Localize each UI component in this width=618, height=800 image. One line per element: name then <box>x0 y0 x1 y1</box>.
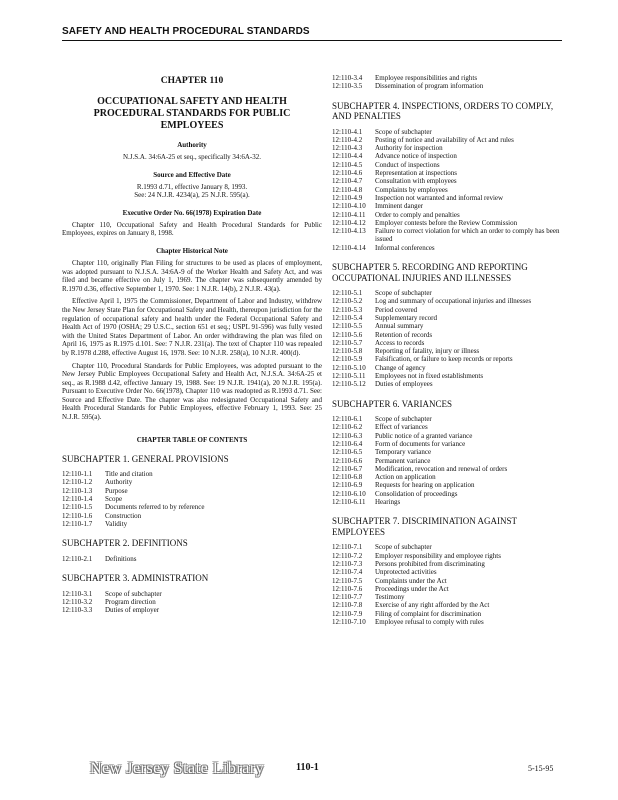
subchapter-heading: SUBCHAPTER 2. DEFINITIONS <box>62 538 188 549</box>
section-number: 12:110-5.11 <box>332 372 366 381</box>
toc-row <box>332 432 507 440</box>
section-number: 12:110-3.1 <box>62 589 93 598</box>
section-number: 12:110-4.6 <box>332 169 363 178</box>
toc-row <box>332 577 501 585</box>
section-number: 12:110-5.2 <box>332 297 363 306</box>
subchapter-heading: SUBCHAPTER 3. ADMINISTRATION <box>62 573 209 584</box>
section-number: 12:110-4.3 <box>332 144 363 153</box>
right-toc <box>332 101 562 627</box>
toc-row <box>332 169 562 177</box>
section-number: 12:110-5.6 <box>332 330 363 339</box>
executive-order-text: Chapter 110, Occupational Safety and Health Procedural Standards for Public Employees, expires on January 8, 1998. <box>62 220 322 238</box>
section-number: 12:110-7.5 <box>332 576 363 585</box>
toc-row <box>332 490 507 498</box>
section-number: 12:110-4.14 <box>332 243 366 252</box>
section-title: Requests for hearing on application <box>375 481 475 490</box>
toc-heading: CHAPTER TABLE OF CONTENTS <box>136 435 248 444</box>
section-title: Order to comply and penalties <box>375 210 460 219</box>
section-title: Authority for inspection <box>375 144 443 153</box>
toc-table <box>62 470 205 528</box>
section-title: Duties of employer <box>105 606 160 615</box>
section-title: Log and summary of occupational injuries and illnesses <box>375 297 532 306</box>
toc-table <box>62 590 162 615</box>
section-title: Conduct of inspections <box>375 160 440 169</box>
toc-table <box>332 289 531 389</box>
toc-table <box>332 543 501 626</box>
section-number: 12:110-2.1 <box>62 554 93 563</box>
toc-row <box>332 74 483 82</box>
section-number: 12:110-7.3 <box>332 559 363 568</box>
toc-row <box>332 186 562 194</box>
section-number: 12:110-6.1 <box>332 415 363 424</box>
section-title: Complaints under the Act <box>375 576 447 585</box>
subchapter-heading: SUBCHAPTER 7. DISCRIMINATION AGAINST EMPLOYEES <box>332 516 517 537</box>
right-column <box>332 74 562 626</box>
section-title: Modification, revocation and renewal of orders <box>375 464 508 473</box>
historical-note-section <box>62 247 322 422</box>
subchapter-heading: SUBCHAPTER 1. GENERAL PROVISIONS <box>62 453 229 464</box>
toc-row <box>332 161 562 169</box>
section-number: 12:110-1.7 <box>62 519 93 528</box>
section-number: 12:110-4.12 <box>332 218 366 227</box>
toc-row <box>332 128 562 136</box>
section-title: Employees not in fixed establishments <box>375 372 484 381</box>
section-title: Testimony <box>375 593 405 602</box>
section-title: Documents referred to by reference <box>105 503 205 512</box>
section-title: Scope of subchapter <box>105 589 162 598</box>
toc-row <box>332 144 562 152</box>
section-title: Form of documents for variance <box>375 440 466 448</box>
section-number: 12:110-7.2 <box>332 551 363 560</box>
section-title: Purpose <box>105 486 128 495</box>
section-title: Scope of subchapter <box>375 415 432 424</box>
toc-row <box>332 227 562 244</box>
section-title: Consultation with employees <box>375 177 457 186</box>
section-number: 12:110-1.5 <box>62 503 93 512</box>
authority-section <box>62 141 322 162</box>
subchapter-heading: SUBCHAPTER 5. RECORDING AND REPORTING OCCUPATIONAL INJURIES AND ILLNESSES <box>332 262 528 283</box>
section-number: 12:110-6.10 <box>332 489 366 498</box>
section-number: 12:110-4.4 <box>332 152 363 161</box>
section-title: Informal conferences <box>375 243 435 252</box>
toc-row <box>62 555 137 563</box>
toc-row <box>62 478 205 486</box>
footer-date: 5-15-95 <box>528 764 554 773</box>
toc-row <box>332 314 531 322</box>
toc-row <box>62 520 205 528</box>
section-title: Employer contests before the Review Commission <box>375 218 518 227</box>
toc-table <box>332 128 562 252</box>
section-title: Program direction <box>105 597 156 606</box>
section-title: Falsification, or failure to keep records or reports <box>375 355 513 364</box>
toc-row <box>332 415 507 423</box>
section-title: Representation at inspections <box>375 169 458 178</box>
section-number: 12:110-7.7 <box>332 593 363 602</box>
section-title: Scope of subchapter <box>375 289 432 298</box>
toc-row <box>332 355 531 363</box>
toc-row <box>332 152 562 160</box>
toc-row <box>332 457 507 465</box>
toc-row <box>332 380 531 388</box>
section-number: 12:110-4.7 <box>332 177 363 186</box>
section-title: Construction <box>105 511 142 520</box>
section-number: 12:110-7.6 <box>332 584 363 593</box>
section-title: Permanent variance <box>375 456 431 465</box>
toc-row <box>62 487 205 495</box>
section-title: Definitions <box>105 554 137 563</box>
section-title: Inspection not warranted and informal review <box>375 193 504 202</box>
section-number: 12:110-4.1 <box>332 127 363 136</box>
toc-row <box>332 244 562 252</box>
left-column <box>62 76 322 614</box>
toc-row <box>62 590 162 598</box>
toc-row <box>332 610 501 618</box>
toc-row <box>332 211 562 219</box>
executive-order-heading: Executive Order No. 66(1978) Expiration Date <box>122 208 262 217</box>
section-number: 12:110-5.5 <box>332 322 363 331</box>
toc-row <box>332 372 531 380</box>
section-title: Title and citation <box>105 470 153 479</box>
section-number: 12:110-6.11 <box>332 498 366 507</box>
section-title: Proceedings under the Act <box>375 584 449 593</box>
section-title: Persons prohibited from discriminating <box>375 559 485 568</box>
toc-row <box>332 331 531 339</box>
toc-row <box>62 495 205 503</box>
section-title: Temporary variance <box>375 448 432 457</box>
running-header: SAFETY AND HEALTH PROCEDURAL STANDARDS <box>62 26 310 37</box>
toc-table <box>332 415 507 506</box>
toc-table <box>62 555 137 563</box>
section-number: 12:110-5.7 <box>332 338 363 347</box>
section-title: Reporting of fatality, injury or illness <box>375 347 480 356</box>
historical-note-paragraph: Chapter 110, Procedural Standards for Public Employees, was adopted pursuant to the New Jersey Public Employees Occupational Safety and Health Act, N.J.S.A. 34:6A-25 et seq., as R.1988 d.42, effective January 19, 1988. See: 19 N.J.R. 1941(a), 20 N.J.R. 195(a). Pursuant to Executive Order No. 66(1978), Chapter 110 was readopted as R.1993 d.71. See: Source and Effective Date. The chapter was also redesignated Occupational Safety and Health Procedural Standards for Public Employees, effective February 1, 1993. See: 25 N.J.R. 595(a). <box>62 361 322 422</box>
source-heading: Source and Effective Date <box>153 170 231 179</box>
section-number: 12:110-5.4 <box>332 313 363 322</box>
section-number: 12:110-1.6 <box>62 511 93 520</box>
section-number: 12:110-5.8 <box>332 347 363 356</box>
toc-row <box>332 440 507 448</box>
section-title: Employer responsibility and employee rights <box>375 551 501 560</box>
section-number: 12:110-6.6 <box>332 456 363 465</box>
section-title: Retention of records <box>375 330 433 339</box>
section-title: Filing of complaint for discrimination <box>375 609 482 618</box>
section-title: Validity <box>105 519 128 528</box>
toc-row <box>332 364 531 372</box>
page-number: 110-1 <box>296 762 319 773</box>
section-title: Employee refusal to comply with rules <box>375 618 484 627</box>
section-title: Exercise of any right afforded by the Act <box>375 601 490 610</box>
section-number: 12:110-3.3 <box>62 606 93 615</box>
section-number: 12:110-4.8 <box>332 185 363 194</box>
subchapter-heading: SUBCHAPTER 4. INSPECTIONS, ORDERS TO COMPLY, AND PENALTIES <box>332 100 554 122</box>
authority-heading: Authority <box>177 141 207 149</box>
subchapter-heading: SUBCHAPTER 6. VARIANCES <box>332 398 452 409</box>
toc-row <box>62 470 205 478</box>
left-toc <box>62 454 322 615</box>
section-number: 12:110-7.8 <box>332 601 363 610</box>
section-number: 12:110-6.8 <box>332 473 363 482</box>
toc-row <box>332 465 507 473</box>
historical-note-paragraph: Effective April 1, 1975 the Commissioner, Department of Labor and Industry, withdrew the New Jersey State Plan for Occupational Safety and Health, thereupon jurisdiction for the regulation of occupational safety and health under the Federal Occupational Safety and Health Act of 1970 (OSHA; 29 U.S.C., section 651 et seq.; USPL 91-596) was fully vested with the United States Department of Labor. An order withdrawing the plan was filed on April 16, 1975 as R.1975 d.101. See: 7 N.J.R. 231(a). The text of Chapter 110 was repealed by R.1978 d.288, effective August 16, 1978. See: 10 N.J.R. 258(a), 10 N.J.R. 400(d). <box>62 297 322 357</box>
toc-row <box>332 481 507 489</box>
section-title: Hearings <box>375 498 401 507</box>
section-title: Failure to correct violation for which an order to comply has been issued <box>375 227 560 244</box>
toc-row <box>332 82 483 90</box>
section-number: 12:110-7.4 <box>332 568 363 577</box>
section-title: Supplementary record <box>375 313 438 322</box>
toc-row <box>332 297 531 305</box>
section-title: Imminent danger <box>375 202 424 211</box>
toc-row <box>332 568 501 576</box>
section-number: 12:110-4.5 <box>332 160 363 169</box>
section-number: 12:110-4.2 <box>332 135 363 144</box>
executive-order-section <box>62 209 322 238</box>
toc-row <box>332 618 501 626</box>
section-number: 12:110-6.2 <box>332 423 363 432</box>
library-watermark: New Jersey State Library <box>90 760 265 777</box>
section-number: 12:110-1.3 <box>62 486 93 495</box>
toc-row <box>332 560 501 568</box>
section-title: Duties of employees <box>375 380 433 389</box>
toc-row <box>62 503 205 511</box>
toc-row <box>332 347 531 355</box>
section-title: Posting of notice and availability of Act and rules <box>375 135 514 144</box>
section-number: 12:110-4.10 <box>332 202 366 211</box>
section-number: 12:110-5.10 <box>332 363 366 372</box>
toc-row <box>332 543 501 551</box>
section-number: 12:110-1.1 <box>62 470 93 479</box>
toc-table <box>332 74 483 91</box>
section-number: 12:110-5.12 <box>332 380 366 389</box>
authority-text: N.J.S.A. 34:6A-25 et seq., specifically 34:6A-32. <box>122 153 262 161</box>
section-title: Dissemination of program information <box>375 82 484 91</box>
section-title: Complaints by employees <box>375 185 448 194</box>
header-rule <box>62 40 562 41</box>
section-title: Advance notice of inspection <box>375 152 457 161</box>
toc-row <box>332 593 501 601</box>
section-number: 12:110-7.10 <box>332 618 366 627</box>
section-number: 12:110-5.1 <box>332 289 363 298</box>
section-title: Action on application <box>375 473 436 482</box>
section-title: Scope of subchapter <box>375 127 432 136</box>
toc-row <box>332 585 501 593</box>
toc-row <box>62 512 205 520</box>
section-title: Authority <box>105 478 133 487</box>
toc-row <box>332 601 501 609</box>
toc-row <box>332 177 562 185</box>
toc-row <box>332 219 562 227</box>
section-title: Effect of variances <box>375 423 428 432</box>
source-line-2: See: 24 N.J.R. 4234(a), 25 N.J.R. 595(a). <box>134 191 250 200</box>
toc-row <box>332 552 501 560</box>
toc-row <box>332 339 531 347</box>
section-number: 12:110-5.9 <box>332 355 363 364</box>
section-number: 12:110-3.5 <box>332 82 363 91</box>
toc-row <box>332 136 562 144</box>
section-title: Scope <box>105 495 123 504</box>
source-section <box>62 171 322 200</box>
section-title: Unprotected activities <box>375 568 437 577</box>
section-number: 12:110-1.2 <box>62 478 93 487</box>
section-title: Annual summary <box>375 322 424 331</box>
toc-row <box>332 473 507 481</box>
section-number: 12:110-6.4 <box>332 440 363 448</box>
section-title: Employee responsibilities and rights <box>375 74 478 82</box>
section-title: Public notice of a granted variance <box>375 431 473 440</box>
section-number: 12:110-4.13 <box>332 227 366 236</box>
toc-row <box>332 423 507 431</box>
section-number: 12:110-6.7 <box>332 464 363 473</box>
toc-row <box>62 598 162 606</box>
historical-note-paragraph: Chapter 110, originally Plan Filing for structures to be used as places of employment, was adopted pursuant to N.J.S.A. 34:6A-9 of the Worker Health and Safety Act, and was filed and became effective on July 1, 1969. The chapter was subsequently amended by R.1970 d.36, effective September 1, 1970. See: 1 N.J.R. 14(b), 2 N.J.R. 43(a). <box>62 258 322 293</box>
section-title: Consolidation of proceedings <box>375 489 458 498</box>
section-number: 12:110-4.9 <box>332 193 363 202</box>
section-title: Access to records <box>375 338 425 347</box>
toc-row <box>332 498 507 506</box>
toc-row <box>332 202 562 210</box>
section-number: 12:110-5.3 <box>332 305 363 314</box>
chapter-number: CHAPTER 110 <box>160 76 224 86</box>
section-title: Period covered <box>375 305 418 314</box>
toc-row <box>332 322 531 330</box>
section-number: 12:110-1.4 <box>62 495 93 504</box>
section-title: Scope of subchapter <box>375 543 432 552</box>
chapter-title: OCCUPATIONAL SAFETY AND HEALTH PROCEDURAL STANDARDS FOR PUBLIC EMPLOYEES <box>93 96 291 131</box>
section-number: 12:110-4.11 <box>332 210 366 219</box>
toc-row <box>332 194 562 202</box>
section-number: 12:110-7.1 <box>332 543 363 552</box>
source-line-1: R.1993 d.71, effective January 8, 1993. <box>136 182 248 191</box>
historical-note-heading: Chapter Historical Note <box>156 246 228 255</box>
section-number: 12:110-6.3 <box>332 431 363 440</box>
section-number: 12:110-3.4 <box>332 74 363 82</box>
section-title: Change of agency <box>375 363 426 372</box>
toc-row <box>62 606 162 614</box>
toc-row <box>332 306 531 314</box>
toc-row <box>332 289 531 297</box>
section-number: 12:110-7.9 <box>332 609 363 618</box>
toc-row <box>332 448 507 456</box>
section-number: 12:110-6.5 <box>332 448 363 457</box>
section-number: 12:110-3.2 <box>62 597 93 606</box>
section-number: 12:110-6.9 <box>332 481 363 490</box>
